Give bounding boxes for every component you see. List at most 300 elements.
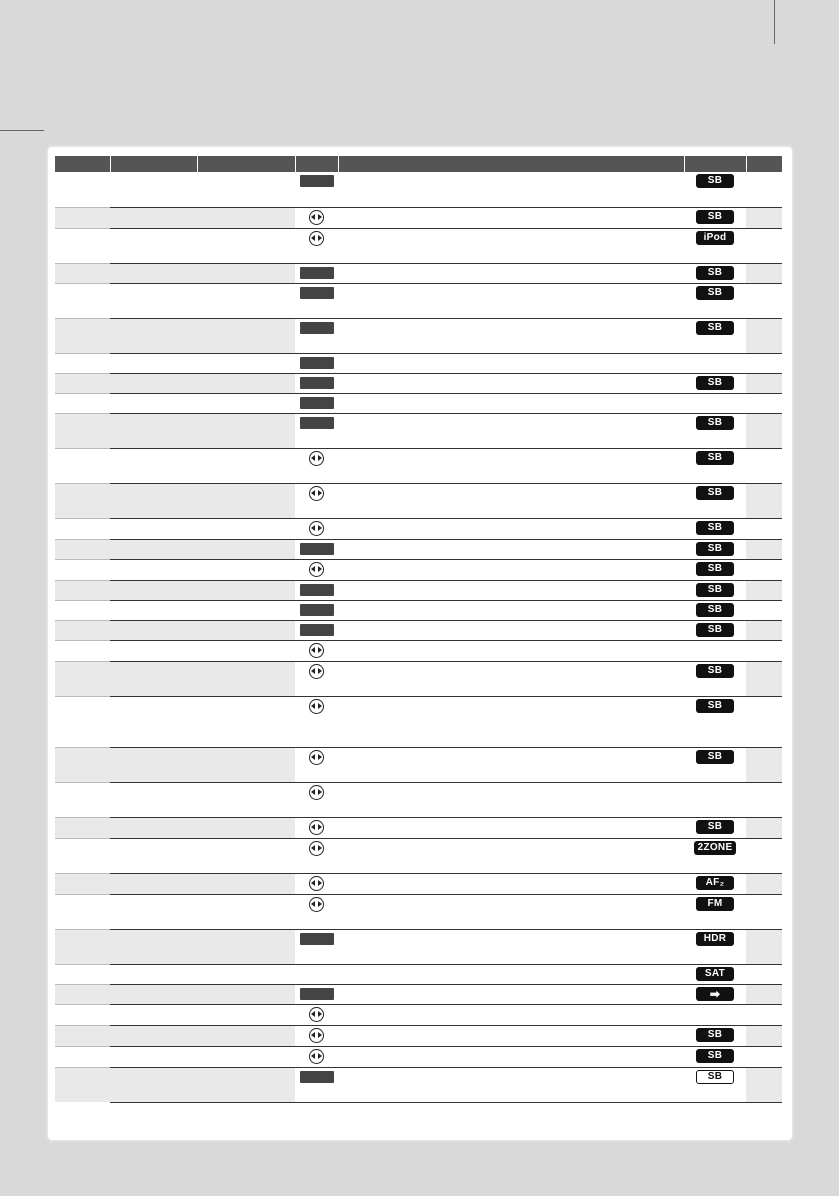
button-icon xyxy=(300,397,334,409)
description-cell xyxy=(338,782,684,817)
item-cell xyxy=(110,1025,197,1046)
setting-cell xyxy=(197,448,295,483)
mode-badge: SAT xyxy=(696,967,734,981)
category-cell xyxy=(55,1025,110,1046)
button-icon xyxy=(300,175,334,187)
category-cell xyxy=(55,518,110,539)
mode-cell xyxy=(684,283,746,318)
description-cell xyxy=(338,539,684,559)
description-cell xyxy=(338,817,684,838)
description-cell xyxy=(338,207,684,228)
description-cell xyxy=(338,373,684,393)
dial-icon xyxy=(309,643,324,658)
operation-cell xyxy=(295,894,338,929)
mode-cell xyxy=(684,964,746,984)
dial-icon xyxy=(309,785,324,800)
item-cell xyxy=(110,393,197,413)
crop-mark-left xyxy=(0,130,44,131)
page-ref-cell xyxy=(746,782,782,817)
setting-cell xyxy=(197,559,295,580)
mode-badge: SB xyxy=(696,1070,734,1084)
mode-cell xyxy=(684,747,746,782)
mode-cell xyxy=(684,448,746,483)
dial-icon xyxy=(309,1049,324,1064)
operation-cell xyxy=(295,1004,338,1025)
operation-cell xyxy=(295,620,338,640)
operation-cell xyxy=(295,518,338,539)
operation-cell xyxy=(295,817,338,838)
mode-cell xyxy=(684,518,746,539)
table-row xyxy=(55,353,782,373)
category-cell xyxy=(55,838,110,873)
dial-icon xyxy=(309,841,324,856)
item-cell xyxy=(110,228,197,263)
mode-badge: HDR xyxy=(696,932,734,946)
page-ref-cell xyxy=(746,518,782,539)
setting-cell xyxy=(197,838,295,873)
page-ref-cell xyxy=(746,393,782,413)
mode-badge: SB xyxy=(696,451,734,465)
setting-cell xyxy=(197,263,295,283)
description-cell xyxy=(338,929,684,964)
header-cell xyxy=(684,156,746,172)
category-cell xyxy=(55,172,110,207)
description-cell xyxy=(338,838,684,873)
mode-badge: SB xyxy=(696,1049,734,1063)
item-cell xyxy=(110,600,197,620)
description-cell xyxy=(338,448,684,483)
page-ref-cell xyxy=(746,207,782,228)
operation-cell xyxy=(295,393,338,413)
table-row xyxy=(55,661,782,696)
page-ref-cell xyxy=(746,373,782,393)
setting-cell xyxy=(197,984,295,1004)
header-cell xyxy=(295,156,338,172)
operation-cell xyxy=(295,661,338,696)
item-cell xyxy=(110,873,197,894)
category-cell xyxy=(55,600,110,620)
operation-cell xyxy=(295,559,338,580)
category-cell xyxy=(55,318,110,353)
crop-mark-top xyxy=(774,0,775,44)
table-header-row xyxy=(55,156,782,172)
description-cell xyxy=(338,620,684,640)
mode-cell xyxy=(684,984,746,1004)
button-icon xyxy=(300,322,334,334)
setting-cell xyxy=(197,318,295,353)
mode-badge: SB xyxy=(696,486,734,500)
mode-cell xyxy=(684,1046,746,1067)
mode-cell xyxy=(684,782,746,817)
setting-cell xyxy=(197,413,295,448)
table-row xyxy=(55,580,782,600)
category-cell xyxy=(55,894,110,929)
setting-cell xyxy=(197,747,295,782)
mode-cell xyxy=(684,393,746,413)
mode-cell xyxy=(684,263,746,283)
mode-badge: SB xyxy=(696,750,734,764)
mode-cell xyxy=(684,1025,746,1046)
description-cell xyxy=(338,661,684,696)
page-ref-cell xyxy=(746,318,782,353)
button-icon xyxy=(300,933,334,945)
category-cell xyxy=(55,448,110,483)
table-row xyxy=(55,318,782,353)
table-row xyxy=(55,1025,782,1046)
setting-cell xyxy=(197,1004,295,1025)
page-ref-cell xyxy=(746,263,782,283)
setting-cell xyxy=(197,817,295,838)
page-ref-cell xyxy=(746,817,782,838)
page-ref-cell xyxy=(746,283,782,318)
operation-cell xyxy=(295,413,338,448)
item-cell xyxy=(110,894,197,929)
table-row xyxy=(55,207,782,228)
mode-cell xyxy=(684,1004,746,1025)
setting-cell xyxy=(197,873,295,894)
description-cell xyxy=(338,413,684,448)
description-cell xyxy=(338,984,684,1004)
page-ref-cell xyxy=(746,559,782,580)
description-cell xyxy=(338,747,684,782)
category-cell xyxy=(55,283,110,318)
page-ref-cell xyxy=(746,696,782,747)
dial-icon xyxy=(309,486,324,501)
mode-cell xyxy=(684,696,746,747)
manual-page xyxy=(48,147,792,1140)
item-cell xyxy=(110,747,197,782)
description-cell xyxy=(338,318,684,353)
description-cell xyxy=(338,393,684,413)
mode-badge: SB xyxy=(696,1028,734,1042)
page-ref-cell xyxy=(746,640,782,661)
button-icon xyxy=(300,988,334,1000)
setting-cell xyxy=(197,1067,295,1102)
mode-cell xyxy=(684,228,746,263)
mode-badge: SB xyxy=(696,210,734,224)
mode-badge: iPod xyxy=(696,231,734,245)
table-row xyxy=(55,172,782,207)
page-ref-cell xyxy=(746,580,782,600)
description-cell xyxy=(338,172,684,207)
dial-icon xyxy=(309,664,324,679)
table-row xyxy=(55,483,782,518)
setting-cell xyxy=(197,483,295,518)
mode-badge: SB xyxy=(696,266,734,280)
operation-cell xyxy=(295,747,338,782)
mode-badge: SB xyxy=(696,583,734,597)
description-cell xyxy=(338,559,684,580)
category-cell xyxy=(55,964,110,984)
header-cell xyxy=(110,156,197,172)
table-row xyxy=(55,559,782,580)
header-cell xyxy=(55,156,110,172)
table-row xyxy=(55,873,782,894)
item-cell xyxy=(110,559,197,580)
dial-icon xyxy=(309,210,324,225)
description-cell xyxy=(338,353,684,373)
setting-cell xyxy=(197,518,295,539)
table-row xyxy=(55,747,782,782)
table-row xyxy=(55,782,782,817)
description-cell xyxy=(338,964,684,984)
mode-cell xyxy=(684,600,746,620)
operation-cell xyxy=(295,984,338,1004)
item-cell xyxy=(110,1046,197,1067)
setting-cell xyxy=(197,661,295,696)
table-row xyxy=(55,283,782,318)
operation-cell xyxy=(295,1067,338,1102)
operation-cell xyxy=(295,873,338,894)
page-ref-cell xyxy=(746,483,782,518)
item-cell xyxy=(110,1067,197,1102)
item-cell xyxy=(110,207,197,228)
table-row xyxy=(55,228,782,263)
page-ref-cell xyxy=(746,172,782,207)
item-cell xyxy=(110,838,197,873)
item-cell xyxy=(110,620,197,640)
dial-icon xyxy=(309,1007,324,1022)
table-row xyxy=(55,393,782,413)
operation-cell xyxy=(295,318,338,353)
item-cell xyxy=(110,817,197,838)
button-icon xyxy=(300,377,334,389)
dial-icon xyxy=(309,876,324,891)
page-ref-cell xyxy=(746,984,782,1004)
operation-cell xyxy=(295,929,338,964)
table-row xyxy=(55,1004,782,1025)
page-ref-cell xyxy=(746,1025,782,1046)
mode-badge: SB xyxy=(696,416,734,430)
mode-badge: FM xyxy=(696,897,734,911)
mode-badge: SB xyxy=(696,521,734,535)
table-row xyxy=(55,373,782,393)
button-icon xyxy=(300,624,334,636)
operation-cell xyxy=(295,539,338,559)
description-cell xyxy=(338,1025,684,1046)
mode-cell xyxy=(684,353,746,373)
page-ref-cell xyxy=(746,661,782,696)
mode-cell xyxy=(684,1067,746,1102)
category-cell xyxy=(55,207,110,228)
mode-cell xyxy=(684,318,746,353)
description-cell xyxy=(338,600,684,620)
dial-icon xyxy=(309,699,324,714)
description-cell xyxy=(338,1046,684,1067)
mode-badge: SB xyxy=(696,321,734,335)
page-ref-cell xyxy=(746,448,782,483)
setting-cell xyxy=(197,373,295,393)
header-cell xyxy=(197,156,295,172)
button-icon xyxy=(300,604,334,616)
button-icon xyxy=(300,417,334,429)
description-cell xyxy=(338,263,684,283)
category-cell xyxy=(55,393,110,413)
table-row xyxy=(55,1046,782,1067)
mode-badge: SB xyxy=(696,542,734,556)
item-cell xyxy=(110,283,197,318)
category-cell xyxy=(55,353,110,373)
mode-badge: SB xyxy=(696,376,734,390)
item-cell xyxy=(110,929,197,964)
mode-badge: SB xyxy=(696,699,734,713)
description-cell xyxy=(338,518,684,539)
description-cell xyxy=(338,580,684,600)
table-row xyxy=(55,518,782,539)
table-row xyxy=(55,640,782,661)
mode-cell xyxy=(684,373,746,393)
table-row xyxy=(55,929,782,964)
setting-cell xyxy=(197,353,295,373)
page-ref-cell xyxy=(746,620,782,640)
table-body xyxy=(55,172,782,1102)
item-cell xyxy=(110,318,197,353)
table-row xyxy=(55,817,782,838)
table-row xyxy=(55,620,782,640)
description-cell xyxy=(338,1067,684,1102)
table-row xyxy=(55,263,782,283)
operation-cell xyxy=(295,1025,338,1046)
setting-cell xyxy=(197,964,295,984)
dial-icon xyxy=(309,820,324,835)
item-cell xyxy=(110,782,197,817)
operation-cell xyxy=(295,172,338,207)
item-cell xyxy=(110,448,197,483)
operation-cell xyxy=(295,373,338,393)
item-cell xyxy=(110,539,197,559)
button-icon xyxy=(300,267,334,279)
item-cell xyxy=(110,518,197,539)
category-cell xyxy=(55,661,110,696)
category-cell xyxy=(55,929,110,964)
settings-table xyxy=(55,156,782,1103)
description-cell xyxy=(338,228,684,263)
setting-cell xyxy=(197,620,295,640)
button-icon xyxy=(300,584,334,596)
mode-badge: SB xyxy=(696,286,734,300)
operation-cell xyxy=(295,448,338,483)
dial-icon xyxy=(309,451,324,466)
operation-cell xyxy=(295,838,338,873)
table-row xyxy=(55,984,782,1004)
operation-cell xyxy=(295,964,338,984)
mode-cell xyxy=(684,838,746,873)
item-cell xyxy=(110,696,197,747)
button-icon xyxy=(300,357,334,369)
dial-icon xyxy=(309,562,324,577)
operation-cell xyxy=(295,483,338,518)
setting-cell xyxy=(197,640,295,661)
setting-cell xyxy=(197,782,295,817)
button-icon xyxy=(300,287,334,299)
dial-icon xyxy=(309,521,324,536)
mode-cell xyxy=(684,640,746,661)
operation-cell xyxy=(295,696,338,747)
setting-cell xyxy=(197,539,295,559)
setting-cell xyxy=(197,283,295,318)
category-cell xyxy=(55,696,110,747)
header-cell xyxy=(746,156,782,172)
category-cell xyxy=(55,817,110,838)
setting-cell xyxy=(197,600,295,620)
category-cell xyxy=(55,263,110,283)
setting-cell xyxy=(197,696,295,747)
page-ref-cell xyxy=(746,747,782,782)
operation-cell xyxy=(295,1046,338,1067)
mode-badge: SB xyxy=(696,174,734,188)
category-cell xyxy=(55,373,110,393)
item-cell xyxy=(110,964,197,984)
table-row xyxy=(55,696,782,747)
operation-cell xyxy=(295,580,338,600)
item-cell xyxy=(110,661,197,696)
description-cell xyxy=(338,1004,684,1025)
category-cell xyxy=(55,747,110,782)
category-cell xyxy=(55,413,110,448)
item-cell xyxy=(110,984,197,1004)
mode-badge: 2ZONE xyxy=(694,841,737,855)
page-ref-cell xyxy=(746,894,782,929)
mode-badge: SB xyxy=(696,562,734,576)
operation-cell xyxy=(295,640,338,661)
setting-cell xyxy=(197,228,295,263)
setting-cell xyxy=(197,207,295,228)
mode-cell xyxy=(684,873,746,894)
mode-cell xyxy=(684,413,746,448)
category-cell xyxy=(55,539,110,559)
operation-cell xyxy=(295,283,338,318)
setting-cell xyxy=(197,1046,295,1067)
page-ref-cell xyxy=(746,1067,782,1102)
mode-badge: AF₂ xyxy=(696,876,734,890)
category-cell xyxy=(55,640,110,661)
mode-cell xyxy=(684,580,746,600)
setting-cell xyxy=(197,580,295,600)
page-ref-cell xyxy=(746,929,782,964)
table-row xyxy=(55,413,782,448)
description-cell xyxy=(338,696,684,747)
mode-cell xyxy=(684,929,746,964)
page-ref-cell xyxy=(746,873,782,894)
mode-cell xyxy=(684,539,746,559)
operation-cell xyxy=(295,228,338,263)
page-ref-cell xyxy=(746,1004,782,1025)
dial-icon xyxy=(309,897,324,912)
mode-badge: SB xyxy=(696,623,734,637)
mode-cell xyxy=(684,620,746,640)
category-cell xyxy=(55,228,110,263)
item-cell xyxy=(110,373,197,393)
page-ref-cell xyxy=(746,838,782,873)
setting-cell xyxy=(197,1025,295,1046)
dial-icon xyxy=(309,1028,324,1043)
mode-cell xyxy=(684,559,746,580)
item-cell xyxy=(110,413,197,448)
mode-cell xyxy=(684,894,746,929)
category-cell xyxy=(55,483,110,518)
mode-cell xyxy=(684,661,746,696)
category-cell xyxy=(55,984,110,1004)
mode-cell xyxy=(684,483,746,518)
item-cell xyxy=(110,263,197,283)
description-cell xyxy=(338,283,684,318)
mode-badge: SB xyxy=(696,603,734,617)
table-row xyxy=(55,539,782,559)
page-ref-cell xyxy=(746,353,782,373)
dial-icon xyxy=(309,750,324,765)
button-icon xyxy=(300,543,334,555)
table-row xyxy=(55,894,782,929)
